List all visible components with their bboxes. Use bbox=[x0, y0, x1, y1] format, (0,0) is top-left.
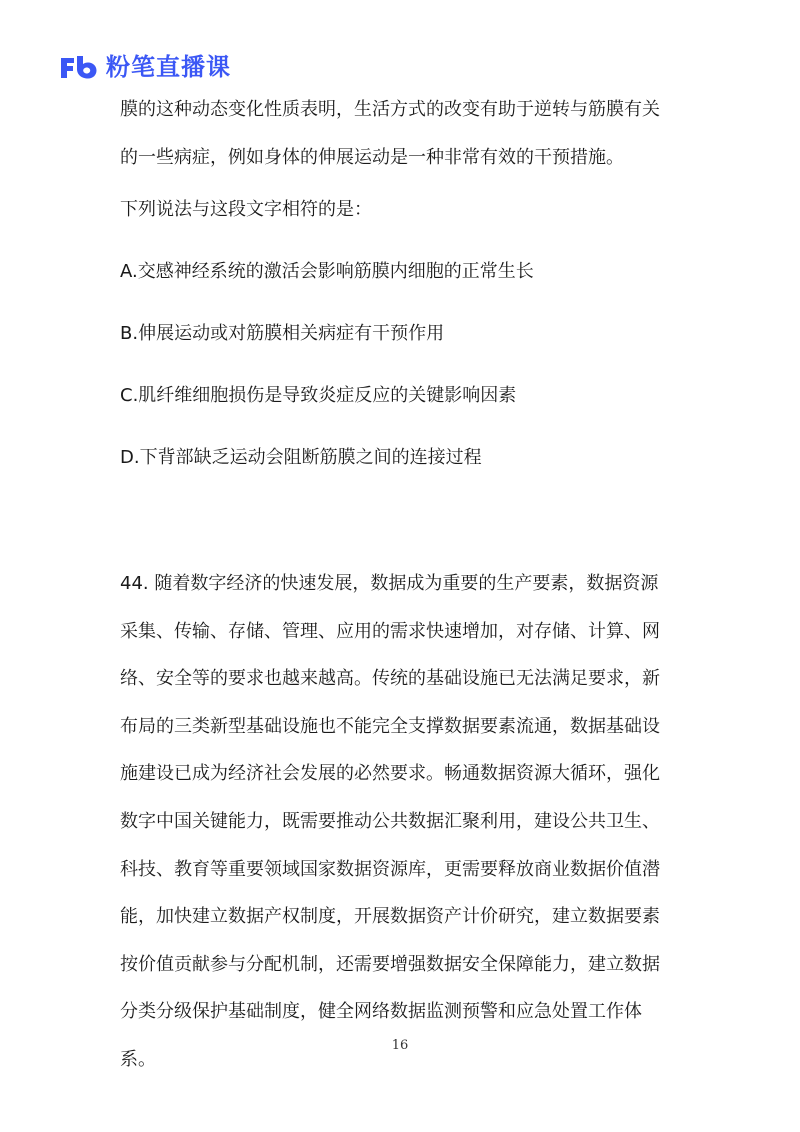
brand-name: 粉笔直播课 bbox=[106, 53, 231, 81]
question-stem: 下列说法与这段文字相符的是： bbox=[120, 199, 372, 220]
q44-line: 施建设已成为经济社会发展的必然要求。畅通数据资源大循环，强化 bbox=[120, 763, 660, 785]
page-number: 16 bbox=[391, 1038, 409, 1053]
header bbox=[58, 50, 231, 84]
q44-line: 能，加快建立数据产权制度，开展数据资产计价研究，建立数据要素 bbox=[120, 906, 660, 928]
q44-line: 系。 bbox=[120, 1048, 156, 1070]
option-b: B.伸展运动或对筋膜相关病症有干预作用 bbox=[120, 323, 445, 344]
option-c: C.肌纤维细胞损伤是导致炎症反应的关键影响因素 bbox=[120, 385, 517, 406]
question-block bbox=[120, 96, 680, 472]
q44-line: 络、安全等的要求也越来越高。传统的基础设施已无法满足要求，新 bbox=[120, 668, 660, 690]
option-a: A.交感神经系统的激活会影响筋膜内细胞的正常生长 bbox=[120, 261, 534, 282]
passage-line: 膜的这种动态变化性质表明，生活方式的改变有助于逆转与筋膜有关 bbox=[120, 99, 660, 120]
q44-line: 44. 随着数字经济的快速发展，数据成为重要的生产要素，数据资源 bbox=[120, 573, 659, 594]
q44-line: 科技、教育等重要领域国家数据资源库，更需要释放商业数据价值潜 bbox=[120, 858, 660, 880]
q44-line: 采集、传输、存储、管理、应用的需求快速增加，对存储、计算、网 bbox=[120, 620, 660, 642]
q44-line: 数字中国关键能力，既需要推动公共数据汇聚利用，建设公共卫生、 bbox=[120, 810, 660, 832]
q44-line: 分类分级保护基础制度，健全网络数据监测预警和应急处置工作体 bbox=[120, 1001, 642, 1023]
passage-end bbox=[120, 96, 680, 172]
question-44 bbox=[120, 570, 680, 1094]
passage-line: 的一些病症，例如身体的伸展运动是一种非常有效的干预措施。 bbox=[120, 147, 624, 168]
fb-logo-icon bbox=[58, 52, 100, 82]
option-d: D.下背部缺乏运动会阻断筋膜之间的连接过程 bbox=[120, 447, 482, 468]
q44-line: 布局的三类新型基础设施也不能完全支撑数据要素流通，数据基础设 bbox=[120, 715, 660, 737]
q44-line: 按价值贡献参与分配机制，还需要增强数据安全保障能力，建立数据 bbox=[120, 953, 660, 975]
